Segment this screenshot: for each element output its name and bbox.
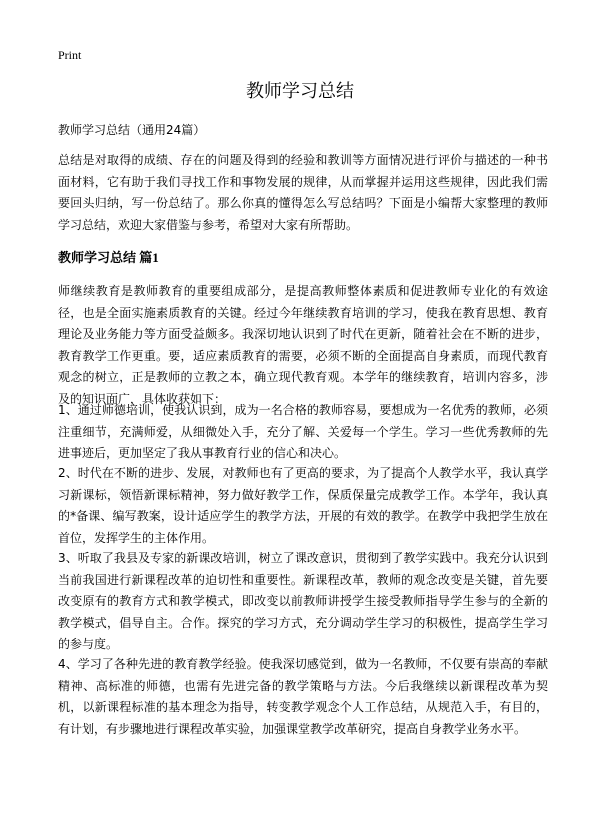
intro-paragraph: 总结是对取得的成绩、存在的问题及得到的经验和教训等方面情况进行评价与描述的一种书面材料，它有助于我们寻找工作和事物发展的规律，从而掌握并运用这些规律，因此我们需要回头归纳，写一份总结了。那么你真的懂得怎么写总结吗？下面是小编帮大家整理的教师学习总结，欢迎大家借鉴与参考，希望对大家有所帮助。 [58,153,548,232]
body-paragraph-5: 4、学习了各种先进的教育教学经验。使我深切感觉到，做为一名教师，不仅要有崇高的奉献精神、高标准的师德，也需有先进完备的教学策略与方法。今后我继续以新课程改革为契机，以新课程标准的基本理念为指导，转变教学观念个人工作总结，从规范入手，有目的，有计划，有步骤地进行课程改革实验，加强课堂教学改革研究，提高自身教学业务水平。 [58,657,548,736]
print-link[interactable]: Print [58,48,82,62]
body-paragraph-3: 2、时代在不断的进步、发展，对教师也有了更高的要求，为了提高个人教学水平，我认真学习新课标，领悟新课标精神，努力做好教学工作，保质保量完成教学工作。本学年，我认真的*备课、编写教案，设计适应学生的教学方法，开展的有效的教学。在教学中我把学生放在首位，发挥学生的主体作用。 [58,466,548,545]
body-paragraph-4: 3、听取了我县及专家的新课改培训，树立了课改意识，贯彻到了教学实践中。我充分认识到当前我国进行新课程改革的迫切性和重要性。新课程改革，教师的观念改变是关键，首先要改变原有的教育方式和教学模式，即改变以前教师讲授学生接受教师指导学生参与的全新的教学模式，倡导自主。合作。探究的学习方式，充分调动学生学习的积极性，提高学生学习的参与度。 [58,551,548,651]
section-heading: 教师学习总结 篇1 [58,250,159,265]
document-subtitle: 教师学习总结（通用24篇） [58,123,206,137]
body-paragraph-1: 师继续教育是教师教育的重要组成部分，是提高教师整体素质和促进教师专业化的有效途径，也是全面实施素质教育的关键。经过今年继续教育培训的学习，使我在教育思想、教育理论及业务能力等方面受益颇多。我深切地认识到了时代在更新，随着社会在不断的进步，教育教学工作更重。要，适应素质教育的需要，必须不断的全面提高自身素质，而现代教育观念的树立，正是教师的立教之本，确立现代教育观。本学年的继续教育，培训内容多，涉及的知识面广，具体收获如下： [58,284,548,406]
page-title: 教师学习总结 [246,81,354,102]
body-paragraph-2: 1、通过师德培训，使我认识到，成为一名合格的教师容易，要想成为一名优秀的教师，必须注重细节，充满师爱，从细微处入手，充分了解、关爱每一个学生。学习一些优秀教师的先进事迹后，更加坚定了我从事教育行业的信心和决心。 [58,403,548,460]
